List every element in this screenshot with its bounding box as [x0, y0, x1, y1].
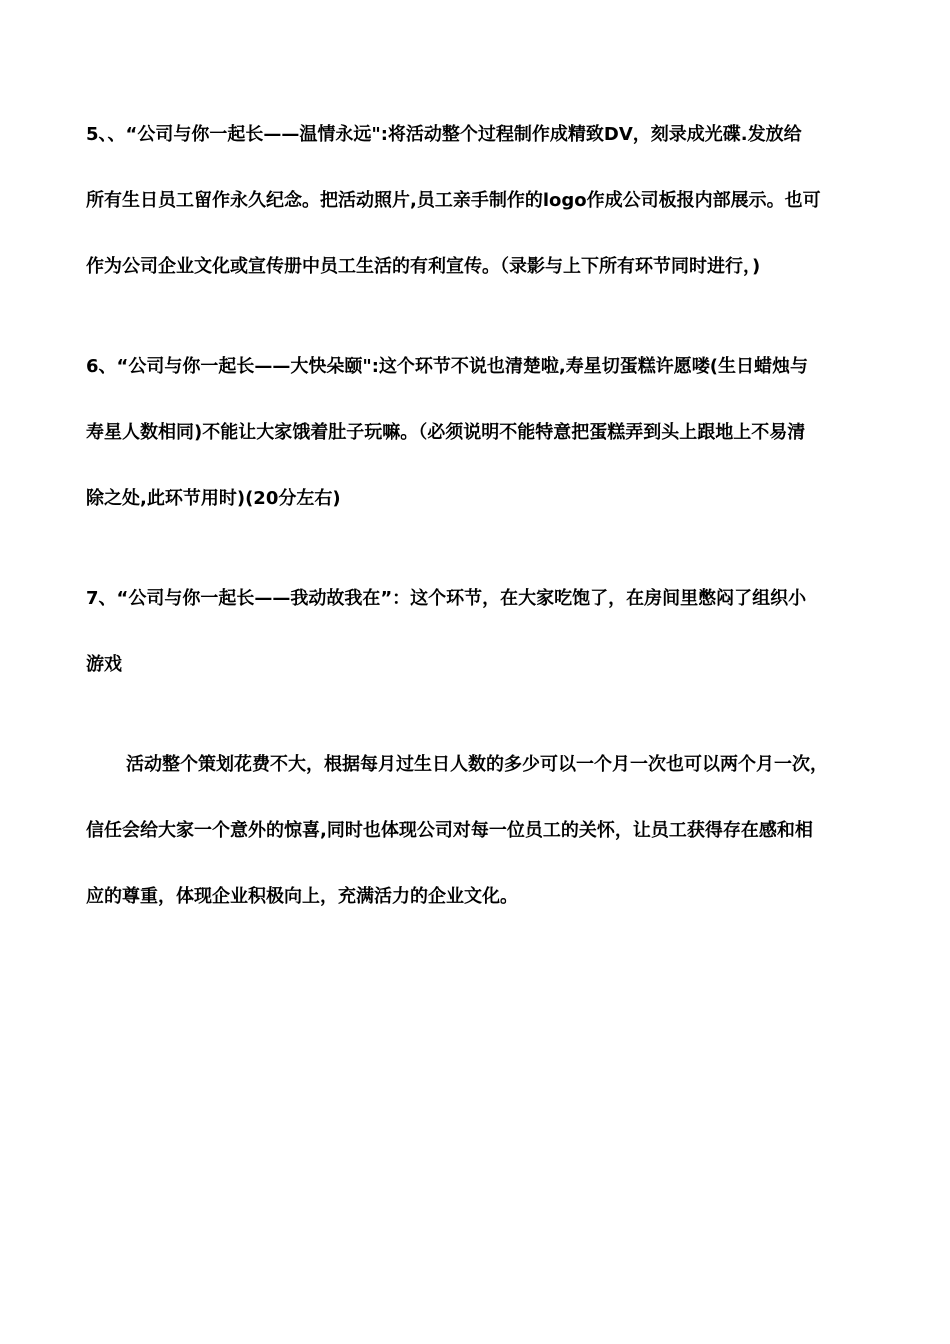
paragraph-line: 应的尊重，体现企业积极向上，充满活力的企业文化。: [86, 886, 518, 907]
paragraph-line: 除之处,此环节用时)(20分左右): [86, 488, 341, 509]
paragraph-line: 所有生日员工留作永久纪念。把活动照片,员工亲手制作的logo作成公司板报内部展示。也可: [86, 190, 821, 211]
paragraph-line: 信任会给大家一个意外的惊喜,同时也体现公司对每一位员工的关怀，让员工获得存在感和相: [86, 820, 813, 841]
paragraph-line: 7、“公司与你一起长——我动故我在”：这个环节，在大家吃饱了，在房间里憋闷了组织小: [86, 588, 807, 609]
document-page: [86, 118, 868, 914]
paragraph-summary: [86, 748, 868, 914]
paragraph-line: 游戏: [86, 654, 122, 675]
paragraph-line: 寿星人数相同)不能让大家饿着肚子玩嘛。（必须说明不能特意把蛋糕弄到头上跟地上不易清: [86, 422, 806, 443]
paragraph-line: 作为公司企业文化或宣传册中员工生活的有利宣传。（录影与上下所有环节同时进行，): [86, 256, 761, 277]
paragraph-line: 活动整个策划花费不大，根据每月过生日人数的多少可以一个月一次也可以两个月一次，: [126, 754, 828, 775]
paragraph-item-6: [86, 350, 868, 516]
paragraph-line: 6、“公司与你一起长——大快朵颐":这个环节不说也清楚啦,寿星切蛋糕许愿喽(生日蜡烛与: [86, 356, 808, 377]
paragraph-line: 5、、“公司与你一起长——温情永远":将活动整个过程制作成精致DV，刻录成光碟.发放给: [86, 124, 802, 145]
paragraph-item-5: [86, 118, 868, 284]
paragraph-item-7: [86, 582, 868, 682]
